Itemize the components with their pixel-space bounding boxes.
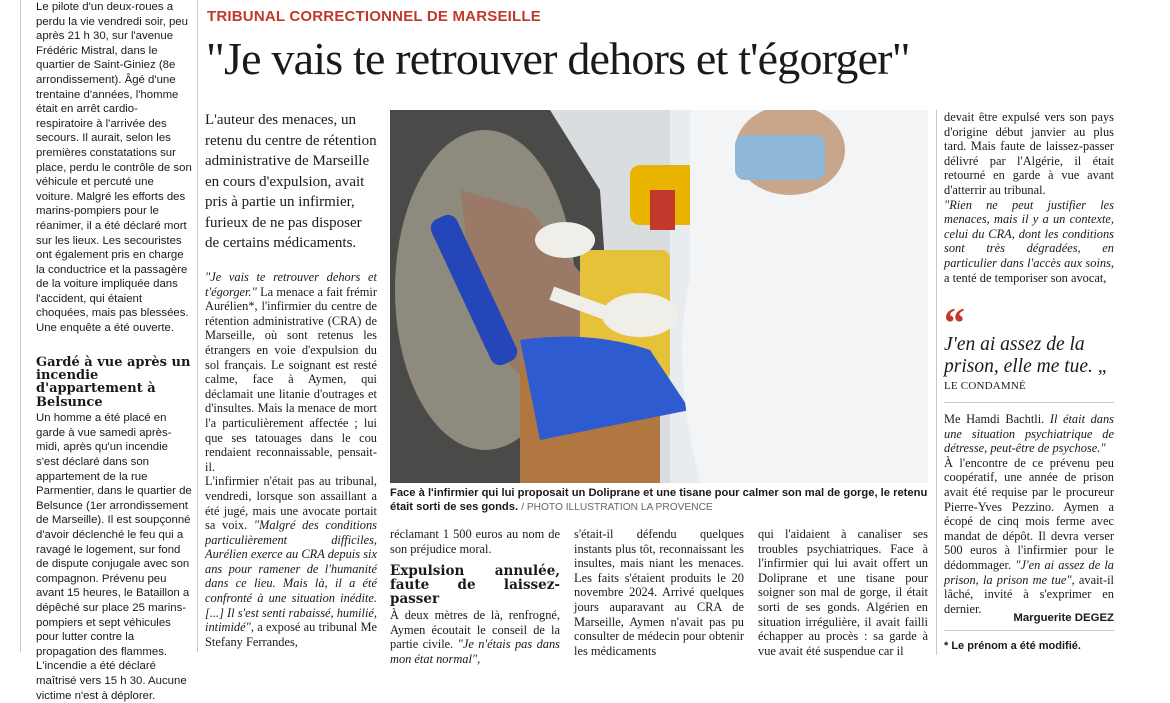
opening-quote: "Je vais te retrouver dehors et t'égorger.": [205, 270, 377, 299]
photo-credit: / PHOTO ILLUSTRATION LA PROVENCE: [521, 501, 713, 513]
article-column-4: [758, 527, 928, 658]
brief-column: [36, 0, 194, 703]
photo-caption: [390, 487, 928, 514]
caption-text: Face à l'infirmier qui lui proposait un Doliprane et une tisane pour calmer son mal de gorge, le retenu était sorti de ses gonds.: [390, 487, 928, 513]
column-divider-right: [936, 110, 937, 655]
article-author: Marguerite DEGEZ: [1013, 612, 1114, 624]
lawyer-statement: Il était dans une situation psychiatrique de détresse, peut-être de psychose.": [944, 412, 1114, 456]
article-column-5-bottom: [944, 412, 1114, 616]
article-headline: "Je vais te retrouver dehors et t'égorger": [206, 33, 910, 84]
column-2-paragraph: À deux mètres de là, renfrogné, Aymen écoutait le conseil de la partie civile.: [390, 608, 560, 652]
column-2-lead: réclamant 1 500 euros au nom de son préjudice moral.: [390, 527, 560, 556]
photo-illustration: [390, 110, 928, 483]
lawyer-quote: "Malgré des conditions particulièrement difficiles, Aurélien exerce au CRA depuis six ans pour ramener de l'humanité dans ce lieu. Mais là, il a été confronté à une situation inédite. [...] Il s'est senti rabaissé, humilié, intimidé": [205, 518, 377, 635]
column-3-text: s'était-il défendu quelques instants plus tôt, reconnaissant les insultes, mais niant les menaces. Les faits s'étaient produits le 20 novembre 2024. Arrivé quelques jours auparavant au CRA de Marseille, Aymen n'avait pas pu consulter de médecin pour obtenir les médicaments: [574, 527, 744, 658]
article-intro: L'auteur des menaces, un retenu du centre de rétention administrative de Marseille en cours d'expulsion, avait pris à partie un infirmier, furieux de ne pas disposer de certains médicaments.: [205, 112, 377, 251]
article-column-5-top: [944, 110, 1114, 285]
verdict-paragraph: À l'encontre de ce prévenu peu coopératif, une année de prison avait été requise par le procureur Pierre-Yves Pezzino. Aymen a écopé de cinq mois ferme avec mandat de dépôt. Il devra verser 500 euros à l'infirmier pour le dédommager.: [944, 455, 1114, 572]
pull-quote-source: LE CONDAMNÉ: [944, 380, 1026, 392]
article-footnote: * Le prénom a été modifié.: [944, 640, 1081, 652]
article-photo: [390, 110, 928, 483]
column-5-paragraph: devait être expulsé vers son pays d'origine début janvier au plus tard. Mais faute de laissez-passer délivré par l'Algérie, il était retourné en garde à vue avant d'atterrir au tribunal.: [944, 110, 1114, 197]
defense-quote: "Rien ne peut justifier les menaces, mais il y a un contexte, celui du CRA, dont les conditions sont très dégradées, en particulier dans l'accès aux soins,: [944, 197, 1114, 270]
article-column-2: [390, 527, 560, 667]
column-5-end: a tenté de temporiser son avocat,: [944, 270, 1107, 285]
article-kicker: TRIBUNAL CORRECTIONNEL DE MARSEILLE: [207, 8, 541, 25]
article-column-3: [574, 527, 744, 658]
column-divider-brief: [197, 0, 198, 652]
paragraph-2: L'infirmier n'était pas au tribunal, vendredi, lorsque son assaillant a été jugé, mais une avocate portait sa voix.: [205, 474, 377, 533]
paragraph-1: La menace a fait frémir Aurélien*, l'infirmier du centre de rétention administrative (CRA) de Marseille, où sont retenus les étrangers en voie d'expulsion du sol français. Le soignant est resté calme, face à Aymen, qui déclamait une litanie d'outrages et d'insultes. Mais la menace de mort l'a particulièrement affectée ; lui que ses tatouages dans le cou rendaient reconnaissable, pensait-il.: [205, 284, 377, 474]
article-subheading: Expulsion annulée, faute de laissez-passer: [390, 563, 560, 608]
brief-fire-text: Un homme a été placé en garde à vue samedi après-midi, après qu'un incendie s'est déclaré dans son appartement de la rue Parmentier, dans le quartier de Belsunce (1er arrondissement de Marseille). Il est soupçonné d'avoir déclenché le feu qui a ravagé le logement, sur fond de dispute conjugale avec son compagnon. Prévenu peu avant 15 heures, le Bataillon a dépêché sur place 25 marins-pompiers et sept véhicules pour lutter contre la propagation des flammes. L'incendie a été déclaré maîtrisé vers 15 h 30. Aucune victime n'est à déplorer.: [36, 412, 192, 702]
column-divider-left: [20, 0, 21, 652]
defendant-quote: "Je n'étais pas dans mon état normal": [390, 637, 560, 666]
paragraph-2-end: , a exposé au tribunal Me Stefany Ferrandes,: [205, 620, 377, 649]
pull-quote-divider: [944, 402, 1114, 403]
brief-accident-text: Le pilote d'un deux-roues a perdu la vie vendredi soir, peu après 21 h 30, sur l'avenue Frédéric Mistral, dans le quartier de Saint-Giniez (8e arrondissement). Âgé d'une trentaine d'années, l'homme était en arrêt cardio-respiratoire à l'arrivée des secours. Il aurait, selon les premières constatations sur place, perdu le contrôle de son véhicule et percuté une voiture. Malgré les efforts des marins-pompiers pour le réanimer, il a été déclaré mort sur les lieux. Les secouristes ont également pris en charge la conductrice et la passagère de la voiture impliquée dans l'accident, qui étaient choquées, mais pas blessées. Une enquête a été ouverte.: [36, 1, 192, 335]
footnote-divider: [944, 630, 1114, 631]
brief-fire-title: Gardé à vue après un incendie d'appartement à Belsunce: [36, 354, 191, 410]
column-4-text: qui l'aidaient à canaliser ses troubles psychiatriques. Face à l'infirmier qui lui avait offert un Doliprane et une tisane pour soigner son mal de gorge, il était sorti de ses gonds. Algérien en situation irrégulière, il avait failli échapper au procès : sa garde à vue avait été suspendue car il: [758, 527, 928, 658]
column-2-end: ,: [477, 651, 481, 666]
final-quote: "J'en ai assez de la prison, la prison me tue": [944, 557, 1114, 587]
quote-mark-icon: “: [944, 301, 965, 347]
pull-quote: J'en ai assez de la prison, elle me tue. „: [944, 334, 1109, 377]
verdict-end: , avait-il lâché, invité à s'exprimer en dernier.: [944, 572, 1114, 616]
article-column-1: [205, 270, 377, 649]
lawyer-name: Me Hamdi Bachtli.: [944, 412, 1050, 426]
